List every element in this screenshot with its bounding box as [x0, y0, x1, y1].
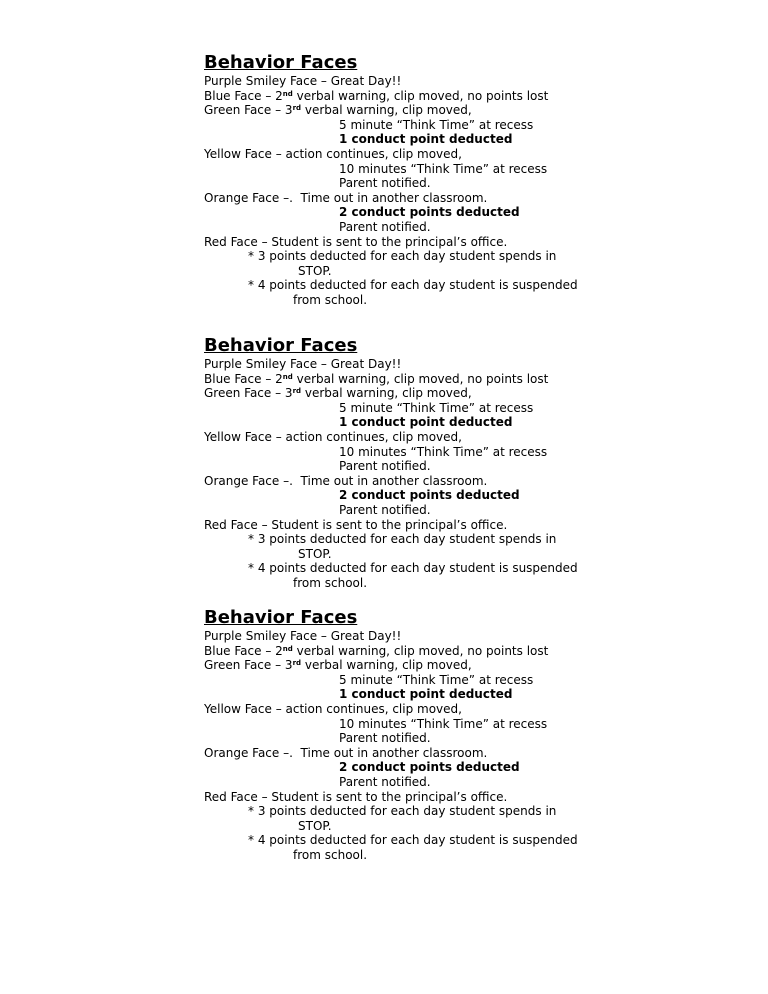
yellow-face-line: Yellow Face – action continues, clip moved,	[204, 429, 462, 444]
yellow-face-line: Yellow Face – action continues, clip moved,	[204, 146, 462, 161]
blue-face-line	[204, 644, 724, 659]
blue-face-text: Blue Face – 2	[204, 643, 283, 658]
green-points-deducted: 1 conduct point deducted	[339, 132, 513, 147]
suspension-points-note: * 4 points deducted for each day student is suspended	[248, 278, 578, 293]
green-think-time: 5 minute “Think Time” at recess	[339, 672, 534, 687]
purple-face-line: Purple Smiley Face – Great Day!!	[204, 357, 402, 371]
orange-points-deducted: 2 conduct points deducted	[339, 205, 520, 220]
suspension-points-note-cont: from school.	[293, 847, 368, 862]
yellow-parent-notified: Parent notified.	[339, 176, 431, 191]
blue-face-line	[204, 89, 724, 104]
red-face-line: Red Face – Student is sent to the principal’s office.	[204, 517, 508, 532]
orange-face-line: Orange Face –. Time out in another classroom.	[204, 190, 488, 205]
red-face-line: Red Face – Student is sent to the principal’s office.	[204, 234, 508, 249]
green-face-line	[204, 103, 724, 118]
yellow-think-time: 10 minutes “Think Time” at recess	[339, 716, 548, 731]
suspension-points-note: * 4 points deducted for each day student is suspended	[248, 561, 578, 576]
green-face-rest: verbal warning, clip moved,	[301, 103, 472, 118]
green-face-text: Green Face – 3	[204, 658, 293, 673]
green-face-rest: verbal warning, clip moved,	[301, 386, 472, 401]
stop-points-note-cont: STOP.	[298, 818, 332, 833]
yellow-face-line: Yellow Face – action continues, clip moved,	[204, 701, 462, 716]
yellow-think-time: 10 minutes “Think Time” at recess	[339, 444, 548, 459]
green-face-text: Green Face – 3	[204, 103, 293, 118]
green-face-line	[204, 658, 724, 673]
yellow-parent-notified: Parent notified.	[339, 731, 431, 746]
stop-points-note: * 3 points deducted for each day student spends in	[248, 532, 557, 547]
yellow-think-time: 10 minutes “Think Time” at recess	[339, 161, 548, 176]
green-points-deducted: 1 conduct point deducted	[339, 687, 513, 702]
ordinal-suffix: rd	[292, 387, 302, 396]
orange-parent-notified: Parent notified.	[339, 774, 431, 789]
behavior-faces-section	[204, 52, 724, 308]
blue-face-text: Blue Face – 2	[204, 88, 283, 103]
section-heading: Behavior Faces	[204, 335, 358, 356]
orange-points-deducted: 2 conduct points deducted	[339, 488, 520, 503]
blue-face-rest: verbal warning, clip moved, no points lost	[292, 643, 549, 658]
orange-parent-notified: Parent notified.	[339, 219, 431, 234]
green-think-time: 5 minute “Think Time” at recess	[339, 400, 534, 415]
orange-parent-notified: Parent notified.	[339, 502, 431, 517]
ordinal-suffix: nd	[282, 644, 293, 653]
blue-face-rest: verbal warning, clip moved, no points lost	[292, 88, 549, 103]
stop-points-note: * 3 points deducted for each day student spends in	[248, 804, 557, 819]
orange-face-line: Orange Face –. Time out in another classroom.	[204, 745, 488, 760]
blue-face-rest: verbal warning, clip moved, no points lost	[292, 371, 549, 386]
behavior-faces-section	[204, 607, 724, 863]
blue-face-line	[204, 372, 724, 387]
section-heading: Behavior Faces	[204, 607, 358, 628]
green-think-time: 5 minute “Think Time” at recess	[339, 117, 534, 132]
red-face-line: Red Face – Student is sent to the principal’s office.	[204, 789, 508, 804]
ordinal-suffix: rd	[292, 104, 302, 113]
suspension-points-note: * 4 points deducted for each day student is suspended	[248, 833, 578, 848]
green-face-text: Green Face – 3	[204, 386, 293, 401]
yellow-parent-notified: Parent notified.	[339, 459, 431, 474]
purple-face-line: Purple Smiley Face – Great Day!!	[204, 74, 402, 88]
ordinal-suffix: nd	[282, 372, 293, 381]
stop-points-note-cont: STOP.	[298, 263, 332, 278]
blue-face-text: Blue Face – 2	[204, 371, 283, 386]
ordinal-suffix: nd	[282, 89, 293, 98]
orange-face-line: Orange Face –. Time out in another classroom.	[204, 473, 488, 488]
green-face-line	[204, 386, 724, 401]
suspension-points-note-cont: from school.	[293, 575, 368, 590]
stop-points-note: * 3 points deducted for each day student spends in	[248, 249, 557, 264]
ordinal-suffix: rd	[292, 659, 302, 668]
suspension-points-note-cont: from school.	[293, 292, 368, 307]
orange-points-deducted: 2 conduct points deducted	[339, 760, 520, 775]
section-heading: Behavior Faces	[204, 52, 358, 73]
behavior-faces-section	[204, 335, 724, 591]
purple-face-line: Purple Smiley Face – Great Day!!	[204, 629, 402, 643]
green-points-deducted: 1 conduct point deducted	[339, 415, 513, 430]
stop-points-note-cont: STOP.	[298, 546, 332, 561]
green-face-rest: verbal warning, clip moved,	[301, 658, 472, 673]
